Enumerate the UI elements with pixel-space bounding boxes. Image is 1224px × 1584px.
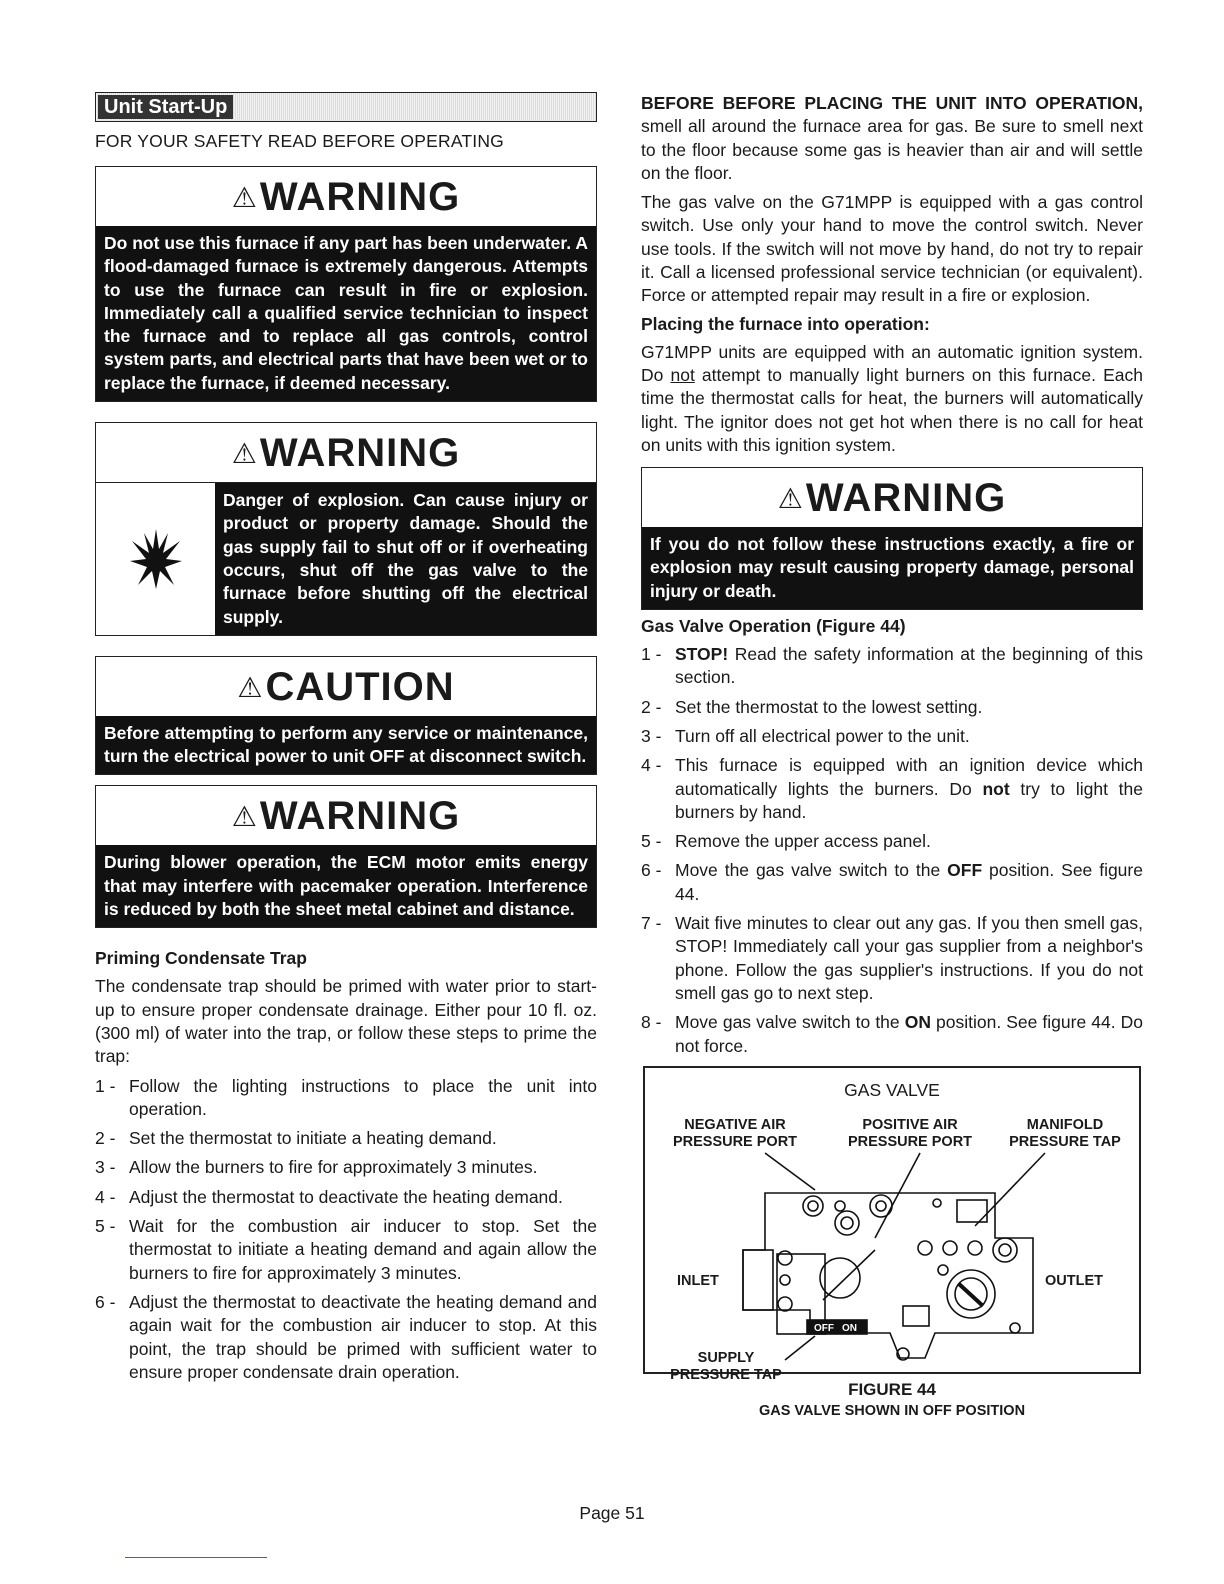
warning-explosion-box [95,422,597,636]
warning-heading: ⚠WARNING [777,476,1007,521]
warning-ecm-text: During blower operation, the ECM motor emits energy that may interfere with pacemaker operation. Interference is reduced by both the sheet metal cabinet and distance. [96,845,596,927]
caution-box [95,656,597,776]
list-item: 1 - Follow the lighting instructions to place the unit into operation. [95,1075,597,1119]
before-operation-paragraph: BEFORE BEFORE PLACING THE UNIT INTO OPERATION, smell all around the furnace area for gas. Be sure to smell next to the floor because some gas is heavier than air and will settle on the floor. [641,93,1143,183]
warning-instructions-box [641,467,1143,610]
gas-valve-drawing [645,1068,1139,1368]
warning-explosion-text: Danger of explosion. Can cause injury or product or property damage. Should the gas supply fail to shut off or if overheating occurs, shut off the gas valve to the furnace before shutting off the electrical supply. [215,483,596,635]
right-column [641,92,1143,1419]
warning-heading: ⚠WARNING [231,175,461,219]
priming-heading: Priming Condensate Trap [95,948,307,969]
gas-control-paragraph: The gas valve on the G71MPP is equipped with a gas control switch. Use only your hand to move the control switch. Never use tools. If the switch will not move by hand, do not try to repair it. Call a licensed professional service technician (or equivalent). Force or attempted repair may result in a fire or explosion. [641,192,1143,306]
list-item: 2 - Set the thermostat to initiate a heating demand. [95,1128,497,1149]
warning-triangle-icon: ⚠ [231,438,258,470]
inlet-label: INLET [677,1272,719,1289]
supply-tap-label: SUPPLY PRESSURE TAP [670,1349,782,1383]
figure-caption: FIGURE 44 [848,1379,936,1399]
warning-triangle-icon: ⚠ [231,182,258,213]
figure-footer: GAS VALVE SHOWN IN OFF POSITION [758,1402,1026,1419]
explosion-icon [96,483,215,635]
list-item: 8 - Move gas valve switch to the ON position. See figure 44. Do not force. [641,1012,1143,1056]
caution-text: Before attempting to perform any service or maintenance, turn the electrical power to unit OFF at disconnect switch. [96,716,596,775]
gas-valve-operation-heading: Gas Valve Operation (Figure 44) [641,616,906,637]
figure-title: GAS VALVE [844,1079,940,1100]
positive-air-port-label: POSITIVE AIR PRESSURE PORT [847,1116,973,1150]
footer-rule [125,1557,267,1558]
priming-steps [95,1075,597,1385]
list-item: 2 - Set the thermostat to the lowest setting. [641,696,983,717]
warning-flood-box [95,166,597,402]
negative-air-port-label: NEGATIVE AIR PRESSURE PORT [672,1116,798,1150]
manifold-tap-label: MANIFOLD PRESSURE TAP [1009,1116,1121,1150]
switch-off-label: OFF [814,1322,834,1334]
list-item: 5 - Wait for the combustion air inducer to stop. Set the thermostat to initiate a heating demand and again allow the burners to fire for approximately 3 minutes. [95,1216,597,1283]
outlet-label: OUTLET [1045,1272,1103,1289]
list-item: 6 - Move the gas valve switch to the OFF position. See figure 44. [641,860,1143,904]
warning-ecm-box [95,785,597,928]
warning-heading: ⚠WARNING [231,794,461,839]
caution-triangle-icon: ⚠ [237,671,264,703]
safety-notice-line: FOR YOUR SAFETY READ BEFORE OPERATING [95,131,504,151]
priming-intro: The condensate trap should be primed with water prior to start-up to ensure proper condensate drainage. Either pour 10 fl. oz. (300 ml) of water into the trap, or follow these steps to prime the trap: [95,976,597,1067]
left-column [95,92,597,1390]
placing-heading: Placing the furnace into operation: [641,313,930,334]
list-item: 4 - Adjust the thermostat to deactivate the heating demand. [95,1186,563,1207]
list-item: 5 - Remove the upper access panel. [641,831,931,852]
page-number: Page 51 [579,1503,645,1523]
gas-valve-steps [641,643,1143,1058]
caution-heading: ⚠CAUTION [237,664,455,709]
placing-paragraph: G71MPP units are equipped with an automatic ignition system. Do not attempt to manually light burners on this furnace. Each time the thermostat calls for heat, the burners will automatically light. The ignitor does not get hot when there is no call for heat on units with this ignition system. [641,341,1143,455]
before-operation-lead: BEFORE BEFORE PLACING THE UNIT INTO OPERATION, [641,93,1143,113]
list-item: 7 - Wait five minutes to clear out any gas. If you then smell gas, STOP! Immediately call your gas supplier from a neighbor's phone. Follow the gas supplier's instructions. If you do not smell gas go to next step. [641,913,1143,1003]
list-item: 3 - Turn off all electrical power to the unit. [641,725,970,746]
warning-flood-text: Do not use this furnace if any part has been underwater. A flood-damaged furnace is extremely dangerous. Attempts to use the furnace can result in fire or explosion. Immediately call a qualified service technician to inspect the furnace and to replace all gas controls, control system parts, and electrical parts that have been wet or to replace the furnace, if deemed necessary. [96,226,596,401]
list-item: 3 - Allow the burners to fire for approximately 3 minutes. [95,1157,538,1178]
switch-on-label: ON [842,1322,857,1334]
list-item: 4 - This furnace is equipped with an ignition device which automatically lights the burners. Do not try to light the burners by hand. [641,755,1143,822]
list-item: 1 - STOP! Read the safety information at the beginning of this section. [641,644,1143,688]
warning-heading: ⚠WARNING [96,423,596,483]
list-item: 6 - Adjust the thermostat to deactivate the heating demand and again wait for the combustion air inducer to stop. At this point, the trap should be primed with sufficient water to ensure proper condensate drain operation. [95,1291,597,1382]
section-title: Unit Start-Up [98,95,233,119]
section-banner [95,92,597,122]
warning-triangle-icon: ⚠ [777,483,804,515]
warning-triangle-icon: ⚠ [231,801,258,833]
warning-instructions-text: If you do not follow these instructions exactly, a fire or explosion may result causing property damage, personal injury or death. [642,527,1142,609]
